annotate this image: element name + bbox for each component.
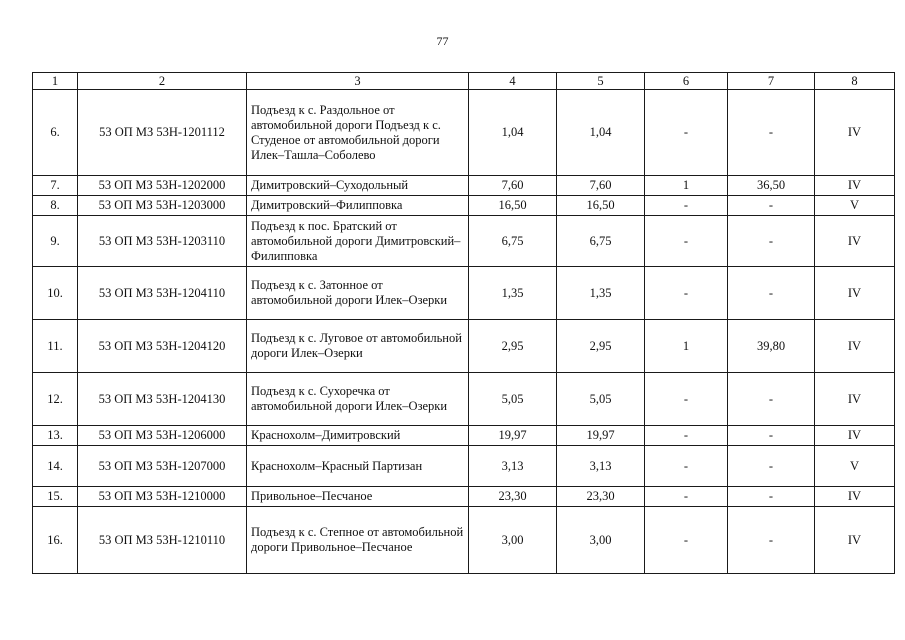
header-col-2: 2 [78, 73, 247, 90]
col-5-value: 16,50 [557, 196, 645, 216]
col-5-value: 2,95 [557, 320, 645, 373]
col-7-value: - [728, 216, 815, 267]
col-6-value: - [645, 373, 728, 426]
row-number: 15. [33, 487, 78, 507]
col-4-value: 3,00 [469, 507, 557, 574]
table-row [33, 176, 895, 196]
road-name: Краснохолм–Димитровский [247, 426, 469, 446]
row-number: 8. [33, 196, 78, 216]
col-6-value: - [645, 196, 728, 216]
road-name: Краснохолм–Красный Партизан [247, 446, 469, 487]
road-category: IV [815, 267, 895, 320]
col-4-value: 16,50 [469, 196, 557, 216]
col-5-value: 19,97 [557, 426, 645, 446]
road-category: IV [815, 90, 895, 176]
col-7-value: - [728, 487, 815, 507]
row-number: 7. [33, 176, 78, 196]
row-number: 13. [33, 426, 78, 446]
road-category: IV [815, 507, 895, 574]
col-7-value: 39,80 [728, 320, 815, 373]
row-number: 11. [33, 320, 78, 373]
road-category: IV [815, 373, 895, 426]
road-name: Подъезд к с. Степное от автомобильной дороги Привольное–Песчаное [247, 507, 469, 574]
header-row [33, 73, 895, 90]
page-number: 77 [436, 34, 449, 48]
col-5-value: 1,35 [557, 267, 645, 320]
road-name: Привольное–Песчаное [247, 487, 469, 507]
table-row [33, 216, 895, 267]
col-4-value: 3,13 [469, 446, 557, 487]
table-row [33, 487, 895, 507]
table-row [33, 267, 895, 320]
road-code: 53 ОП МЗ 53Н-1204130 [78, 373, 247, 426]
header-col-7: 7 [728, 73, 815, 90]
road-name: Подъезд к с. Сухоречка от автомобильной дороги Илек–Озерки [247, 373, 469, 426]
road-name: Димитровский–Суходольный [247, 176, 469, 196]
header-col-6: 6 [645, 73, 728, 90]
col-5-value: 3,00 [557, 507, 645, 574]
road-category: IV [815, 426, 895, 446]
col-4-value: 5,05 [469, 373, 557, 426]
table-row [33, 446, 895, 487]
col-4-value: 2,95 [469, 320, 557, 373]
road-code: 53 ОП МЗ 53Н-1207000 [78, 446, 247, 487]
col-7-value: 36,50 [728, 176, 815, 196]
table-row [33, 507, 895, 574]
col-6-value: 1 [645, 176, 728, 196]
col-5-value: 5,05 [557, 373, 645, 426]
road-code: 53 ОП МЗ 53Н-1203000 [78, 196, 247, 216]
col-7-value: - [728, 90, 815, 176]
table-row [33, 196, 895, 216]
table-row [33, 90, 895, 176]
table-row [33, 320, 895, 373]
col-4-value: 23,30 [469, 487, 557, 507]
table-row [33, 426, 895, 446]
col-6-value: - [645, 507, 728, 574]
col-4-value: 19,97 [469, 426, 557, 446]
row-number: 10. [33, 267, 78, 320]
col-6-value: - [645, 216, 728, 267]
col-6-value: - [645, 267, 728, 320]
road-code: 53 ОП МЗ 53Н-1204110 [78, 267, 247, 320]
col-5-value: 7,60 [557, 176, 645, 196]
road-code: 53 ОП МЗ 53Н-1206000 [78, 426, 247, 446]
table-row [33, 373, 895, 426]
header-col-5: 5 [557, 73, 645, 90]
row-number: 12. [33, 373, 78, 426]
col-7-value: - [728, 446, 815, 487]
road-name: Подъезд к пос. Братский от автомобильной дороги Димитровский–Филипповка [247, 216, 469, 267]
header-col-4: 4 [469, 73, 557, 90]
col-4-value: 7,60 [469, 176, 557, 196]
col-5-value: 1,04 [557, 90, 645, 176]
col-6-value: - [645, 446, 728, 487]
road-category: IV [815, 320, 895, 373]
header-col-3: 3 [247, 73, 469, 90]
col-7-value: - [728, 196, 815, 216]
road-code: 53 ОП МЗ 53Н-1203110 [78, 216, 247, 267]
road-name: Димитровский–Филипповка [247, 196, 469, 216]
col-4-value: 1,35 [469, 267, 557, 320]
road-code: 53 ОП МЗ 53Н-1210110 [78, 507, 247, 574]
road-name: Подъезд к с. Затонное от автомобильной дороги Илек–Озерки [247, 267, 469, 320]
header-col-8: 8 [815, 73, 895, 90]
col-4-value: 6,75 [469, 216, 557, 267]
col-7-value: - [728, 426, 815, 446]
row-number: 16. [33, 507, 78, 574]
col-5-value: 6,75 [557, 216, 645, 267]
road-category: V [815, 446, 895, 487]
road-code: 53 ОП МЗ 53Н-1202000 [78, 176, 247, 196]
col-7-value: - [728, 507, 815, 574]
col-4-value: 1,04 [469, 90, 557, 176]
road-category: V [815, 196, 895, 216]
road-code: 53 ОП МЗ 53Н-1204120 [78, 320, 247, 373]
header-col-1: 1 [33, 73, 78, 90]
row-number: 9. [33, 216, 78, 267]
col-7-value: - [728, 267, 815, 320]
road-code: 53 ОП МЗ 53Н-1201112 [78, 90, 247, 176]
col-7-value: - [728, 373, 815, 426]
road-code: 53 ОП МЗ 53Н-1210000 [78, 487, 247, 507]
col-5-value: 3,13 [557, 446, 645, 487]
row-number: 6. [33, 90, 78, 176]
col-6-value: - [645, 90, 728, 176]
row-number: 14. [33, 446, 78, 487]
col-6-value: - [645, 426, 728, 446]
roads-table [32, 72, 895, 574]
road-category: IV [815, 487, 895, 507]
road-name: Подъезд к с. Луговое от автомобильной дороги Илек–Озерки [247, 320, 469, 373]
col-5-value: 23,30 [557, 487, 645, 507]
road-name: Подъезд к с. Раздольное от автомобильной дороги Подъезд к с. Студеное от автомобильной дороги Илек–Ташла–Соболево [247, 90, 469, 176]
col-6-value: - [645, 487, 728, 507]
road-category: IV [815, 176, 895, 196]
col-6-value: 1 [645, 320, 728, 373]
road-category: IV [815, 216, 895, 267]
